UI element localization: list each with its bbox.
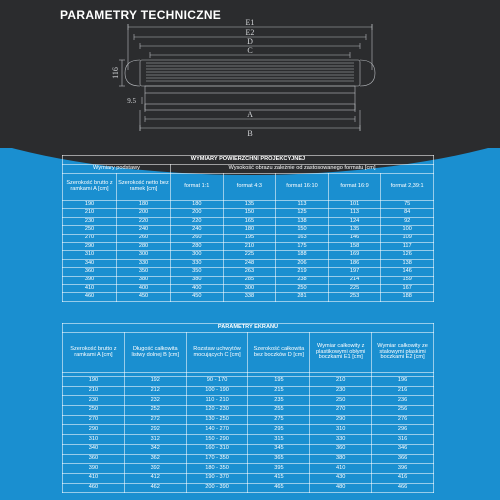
table-cell: 206 — [276, 259, 329, 267]
table-cell: 200 — [117, 209, 171, 217]
table-cell: 175 — [276, 242, 329, 250]
table2-col-header: Szerokość całkowita bez boczków D [cm] — [248, 333, 310, 373]
table-cell: 366 — [372, 454, 434, 464]
table-cell: 295 — [248, 425, 310, 435]
table-cell: 260 — [117, 234, 171, 242]
table-cell: 480 — [310, 483, 372, 493]
table-cell: 450 — [171, 293, 224, 301]
table-cell: 200 - 390 — [186, 483, 248, 493]
table2-caption: PARAMETRY EKRANU — [63, 324, 434, 333]
table-row — [63, 268, 434, 276]
table-cell: 466 — [372, 483, 434, 493]
table-cell: 192 — [124, 377, 186, 387]
table-cell: 260 — [171, 234, 224, 242]
table-cell: 316 — [372, 435, 434, 445]
table-row — [63, 464, 434, 474]
table1-col-header: format 4:3 — [223, 174, 276, 201]
table-cell: 256 — [372, 406, 434, 416]
table-row — [63, 473, 434, 483]
table-cell: 225 — [223, 251, 276, 259]
table-cell: 450 — [117, 293, 171, 301]
table-cell: 315 — [248, 435, 310, 445]
table1-col-header: format 2,39:1 — [381, 174, 434, 201]
table-cell: 396 — [372, 464, 434, 474]
table-cell: 250 — [310, 396, 372, 406]
table-cell: 190 - 370 — [186, 473, 248, 483]
table-row — [63, 284, 434, 292]
table-cell: 195 — [223, 234, 276, 242]
table-cell: 135 — [328, 226, 381, 234]
table2-body — [63, 373, 434, 493]
table-cell: 188 — [381, 293, 434, 301]
table-cell: 240 — [171, 226, 224, 234]
table-cell: 180 — [171, 201, 224, 209]
table-cell: 300 — [117, 251, 171, 259]
table-cell: 465 — [248, 483, 310, 493]
table-cell: 210 — [310, 377, 372, 387]
table-cell: 210 — [63, 386, 125, 396]
table-cell: 292 — [124, 425, 186, 435]
table2-col-header: Rozstaw uchwytów mocujących C [cm] — [186, 333, 248, 373]
table-cell: 350 — [117, 268, 171, 276]
dim-label-d: D — [247, 37, 253, 46]
table-cell: 160 - 310 — [186, 444, 248, 454]
table1-col-header: format 16:10 — [276, 174, 329, 201]
table-cell: 215 — [248, 386, 310, 396]
table-row — [63, 234, 434, 242]
table-cell: 345 — [248, 444, 310, 454]
table-cell: 346 — [372, 444, 434, 454]
table-cell: 250 — [63, 406, 125, 416]
table-cell: 214 — [328, 276, 381, 284]
table-cell: 220 — [171, 217, 224, 225]
dim-label-b: B — [247, 129, 253, 138]
table-cell: 140 - 270 — [186, 425, 248, 435]
table-cell: 150 - 290 — [186, 435, 248, 445]
table-cell: 188 — [276, 251, 329, 259]
table-cell: 190 — [63, 377, 125, 387]
table-cell: 100 — [381, 226, 434, 234]
projection-surface-table — [62, 155, 434, 302]
table-cell: 200 — [171, 209, 224, 217]
table-cell: 300 — [171, 251, 224, 259]
table1-col-header: format 1:1 — [171, 174, 224, 201]
table-cell: 124 — [328, 217, 381, 225]
table-cell: 225 — [328, 284, 381, 292]
table-cell: 90 - 170 — [186, 377, 248, 387]
table-cell: 462 — [124, 483, 186, 493]
table-row — [63, 209, 434, 217]
table-cell: 395 — [248, 464, 310, 474]
table-cell: 280 — [117, 242, 171, 250]
table-row — [63, 483, 434, 493]
table-cell: 390 — [63, 276, 117, 284]
table-cell: 460 — [63, 293, 117, 301]
table-cell: 219 — [276, 268, 329, 276]
table-cell: 415 — [248, 473, 310, 483]
table-cell: 280 — [171, 242, 224, 250]
table-cell: 238 — [276, 276, 329, 284]
table-row — [63, 454, 434, 464]
table-cell: 275 — [248, 415, 310, 425]
table-cell: 210 — [223, 242, 276, 250]
table-cell: 232 — [124, 396, 186, 406]
table-cell: 410 — [63, 284, 117, 292]
table-row — [63, 251, 434, 259]
table-row — [63, 217, 434, 225]
screen-dimension-diagram — [0, 0, 500, 148]
table2-col-header: Wymiar całkowity z plastikowymi obłymi boczkami E1 [cm] — [310, 333, 372, 373]
table-row — [63, 377, 434, 387]
table-row — [63, 406, 434, 416]
table-row — [63, 293, 434, 301]
table-cell: 230 — [63, 217, 117, 225]
table-cell: 360 — [63, 268, 117, 276]
table-row — [63, 259, 434, 267]
table-cell: 330 — [310, 435, 372, 445]
table1-col-header: format 16:9 — [328, 174, 381, 201]
dim-label-c: C — [247, 46, 253, 55]
table-cell: 310 — [310, 425, 372, 435]
table-cell: 212 — [124, 386, 186, 396]
table-cell: 342 — [124, 444, 186, 454]
dim-label-e2: E2 — [245, 28, 255, 37]
table-cell: 146 — [381, 268, 434, 276]
table-cell: 235 — [248, 396, 310, 406]
table-cell: 270 — [63, 415, 125, 425]
table-cell: 400 — [171, 284, 224, 292]
table1-group-header-left: Wymiary podstawy — [63, 165, 171, 174]
table-cell: 330 — [171, 259, 224, 267]
table-cell: 250 — [63, 226, 117, 234]
table1-body — [63, 201, 434, 302]
dim-label-e1: E1 — [245, 18, 255, 27]
table-cell: 138 — [276, 217, 329, 225]
table-cell: 163 — [276, 234, 329, 242]
table-cell: 255 — [248, 406, 310, 416]
table-cell: 290 — [63, 242, 117, 250]
table-row — [63, 415, 434, 425]
table-cell: 197 — [328, 268, 381, 276]
table-cell: 296 — [372, 425, 434, 435]
dim-label-height: 116 — [111, 67, 120, 79]
table-cell: 340 — [63, 444, 125, 454]
table-cell: 196 — [372, 377, 434, 387]
table-cell: 412 — [124, 473, 186, 483]
table-row — [63, 201, 434, 209]
table2-col-header: Wymiar całkowity ze stalowymi płaskimi boczkami E2 [cm] — [372, 333, 434, 373]
table-row — [63, 435, 434, 445]
table-row — [63, 242, 434, 250]
table-cell: 120 - 230 — [186, 406, 248, 416]
table2-col-header: Szerokość brutto z ramkami A [cm] — [63, 333, 125, 373]
table-cell: 150 — [276, 226, 329, 234]
table-cell: 360 — [63, 454, 125, 464]
table-cell: 312 — [124, 435, 186, 445]
table-cell: 146 — [328, 234, 381, 242]
table-cell: 195 — [248, 377, 310, 387]
table-cell: 410 — [63, 473, 125, 483]
table-cell: 186 — [328, 259, 381, 267]
table-cell: 126 — [381, 251, 434, 259]
table-cell: 362 — [124, 454, 186, 464]
table-cell: 252 — [124, 406, 186, 416]
table-row — [63, 444, 434, 454]
table1-col-header: Szerokość netto bez ramek [cm] — [117, 174, 171, 201]
table-row — [63, 226, 434, 234]
table-cell: 250 — [276, 284, 329, 292]
table-cell: 270 — [63, 234, 117, 242]
page-title: PARAMETRY TECHNICZNE — [60, 8, 222, 22]
table-cell: 167 — [381, 284, 434, 292]
table-cell: 272 — [124, 415, 186, 425]
table1-group-header-right: Wysokość obrazu zależnie od zastosowanego formatu [cm] — [171, 165, 434, 174]
table-cell: 169 — [328, 251, 381, 259]
table-cell: 253 — [328, 293, 381, 301]
table-row — [63, 425, 434, 435]
table-cell: 158 — [328, 242, 381, 250]
table-cell: 113 — [328, 209, 381, 217]
table-cell: 150 — [223, 209, 276, 217]
table-cell: 380 — [117, 276, 171, 284]
table-cell: 338 — [223, 293, 276, 301]
table-cell: 380 — [310, 454, 372, 464]
table-cell: 248 — [223, 259, 276, 267]
table-cell: 230 — [310, 386, 372, 396]
table-cell: 330 — [117, 259, 171, 267]
table-cell: 220 — [117, 217, 171, 225]
table-cell: 100 - 190 — [186, 386, 248, 396]
table-cell: 190 — [63, 201, 117, 209]
table-cell: 180 - 350 — [186, 464, 248, 474]
table-cell: 130 - 250 — [186, 415, 248, 425]
table-cell: 340 — [63, 259, 117, 267]
table-cell: 240 — [117, 226, 171, 234]
screen-parameters-table — [62, 323, 434, 493]
table-cell: 230 — [63, 396, 125, 406]
table-cell: 138 — [381, 259, 434, 267]
table-cell: 92 — [381, 217, 434, 225]
table-cell: 416 — [372, 473, 434, 483]
table-cell: 290 — [63, 425, 125, 435]
table-cell: 113 — [276, 201, 329, 209]
table-cell: 281 — [276, 293, 329, 301]
table-cell: 101 — [328, 201, 381, 209]
table-cell: 276 — [372, 415, 434, 425]
table-cell: 180 — [223, 226, 276, 234]
table-cell: 285 — [223, 276, 276, 284]
table-cell: 109 — [381, 234, 434, 242]
table-cell: 236 — [372, 396, 434, 406]
table-cell: 165 — [223, 217, 276, 225]
table-cell: 360 — [310, 444, 372, 454]
table-cell: 290 — [310, 415, 372, 425]
table-cell: 430 — [310, 473, 372, 483]
table-cell: 390 — [63, 464, 125, 474]
table-cell: 84 — [381, 209, 434, 217]
table-cell: 365 — [248, 454, 310, 464]
dim-label-a: A — [247, 110, 253, 119]
table-cell: 392 — [124, 464, 186, 474]
table-row — [63, 276, 434, 284]
table-row — [63, 386, 434, 396]
table-cell: 125 — [276, 209, 329, 217]
table-cell: 380 — [171, 276, 224, 284]
table-cell: 135 — [223, 201, 276, 209]
table-cell: 117 — [381, 242, 434, 250]
table-cell: 410 — [310, 464, 372, 474]
table-cell: 300 — [223, 284, 276, 292]
table-cell: 110 - 210 — [186, 396, 248, 406]
table-cell: 159 — [381, 276, 434, 284]
table-cell: 270 — [310, 406, 372, 416]
table-cell: 75 — [381, 201, 434, 209]
dim-label-small: 9.5 — [127, 97, 136, 105]
table-cell: 310 — [63, 251, 117, 259]
table2-col-header: Długość całkowita listwy dolnej B [cm] — [124, 333, 186, 373]
table-cell: 460 — [63, 483, 125, 493]
table-cell: 170 - 350 — [186, 454, 248, 464]
table-cell: 216 — [372, 386, 434, 396]
table-cell: 400 — [117, 284, 171, 292]
table-cell: 350 — [171, 268, 224, 276]
table-cell: 263 — [223, 268, 276, 276]
table-row — [63, 396, 434, 406]
table-cell: 310 — [63, 435, 125, 445]
table1-col-header: Szerokość brutto z ramkami A [cm] — [63, 174, 117, 201]
table-cell: 210 — [63, 209, 117, 217]
table-cell: 180 — [117, 201, 171, 209]
table1-caption: WYMIARY POWIERZCHNI PROJEKCYJNEJ — [63, 156, 434, 165]
